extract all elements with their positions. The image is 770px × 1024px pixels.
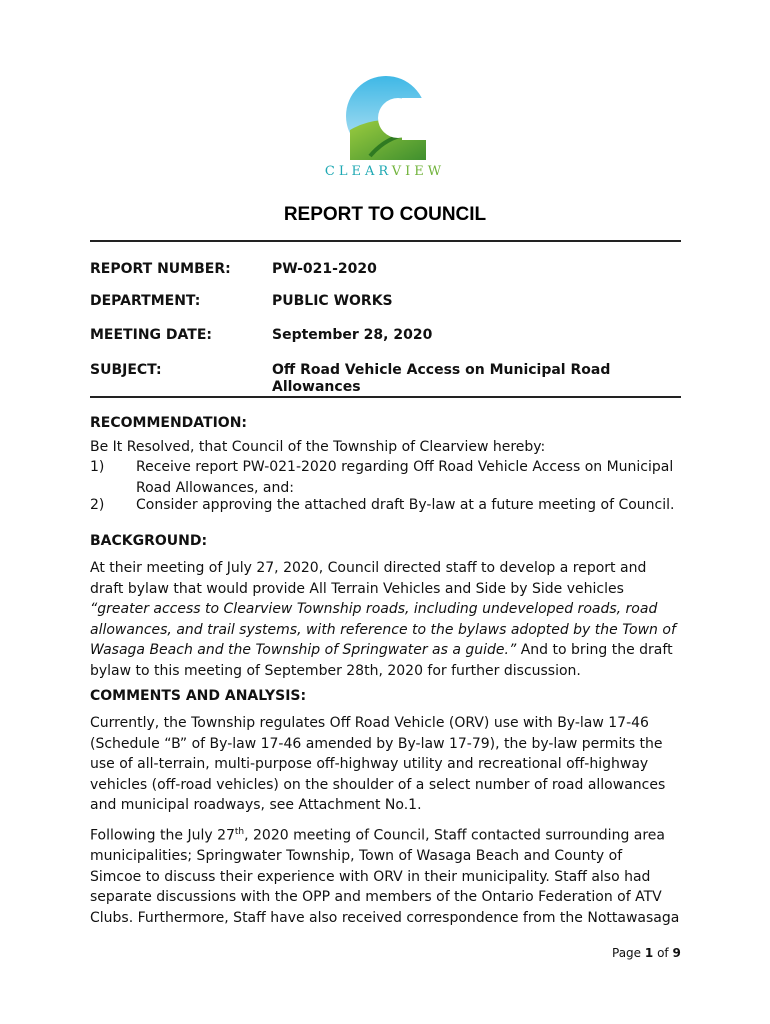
header-bottom-divider: [90, 396, 681, 398]
quote-line: “greater access to Clearview Township roads, including undeveloped roads, road: [90, 601, 658, 617]
background-heading: BACKGROUND:: [90, 533, 208, 549]
department-label: DEPARTMENT:: [90, 293, 201, 309]
of-word: of: [657, 946, 669, 960]
item-text: Consider approving the attached draft By-law at a future meeting of Council.: [136, 497, 675, 513]
text-line: separate discussions with the OPP and members of the Ontario Federation of ATV: [90, 889, 662, 906]
meeting-date-label: MEETING DATE:: [90, 327, 212, 343]
brand-wordmark: [0, 164, 770, 179]
subject-label: SUBJECT:: [90, 362, 162, 378]
text-line: municipalities; Springwater Township, Town of Wasaga Beach and County of: [90, 848, 623, 865]
background-paragraph: [90, 558, 685, 681]
recommendation-heading: RECOMMENDATION:: [90, 415, 248, 431]
comments-heading: COMMENTS AND ANALYSIS:: [90, 688, 307, 704]
text-line: vehicles (off-road vehicles) on the shoulder of a select number of road allowances: [90, 776, 666, 793]
text-line: draft bylaw that would provide All Terrain Vehicles and Side by Side vehicles: [90, 580, 624, 597]
text-line: And to bring the draft: [516, 642, 673, 658]
quote-line: Wasaga Beach and the Township of Springwater as a guide.”: [90, 642, 517, 658]
item-number: 1): [90, 459, 105, 475]
text-line: Currently, the Township regulates Off Road Vehicle (ORV) use with By-law 17-46: [90, 715, 649, 731]
clearview-logo: [340, 68, 440, 168]
subject-line-1: Off Road Vehicle Access on Municipal Road: [272, 362, 611, 378]
text-line: Clubs. Furthermore, Staff have also received correspondence from the Nottawasaga: [90, 909, 680, 926]
text-line: At their meeting of July 27, 2020, Council directed staff to develop a report and: [90, 560, 647, 576]
page-title: REPORT TO COUNCIL: [283, 204, 487, 225]
page-total: 9: [672, 946, 681, 960]
department-value: PUBLIC WORKS: [272, 293, 393, 309]
brand-part-a: CLEAR: [324, 164, 392, 179]
item-text-line: Receive report PW-021-2020 regarding Off Road Vehicle Access on Municipal: [136, 459, 674, 475]
top-divider: [90, 240, 681, 242]
brand-part-b: VIEW: [391, 164, 446, 179]
comments-paragraph-1: [90, 713, 685, 816]
report-number-label: REPORT NUMBER:: [90, 261, 231, 277]
item-text-line: Road Allowances, and:: [136, 479, 294, 496]
meeting-date-value: September 28, 2020: [272, 327, 433, 343]
text-line: , 2020 meeting of Council, Staff contacted surrounding area: [244, 827, 665, 844]
item-text: [136, 457, 684, 498]
comments-paragraph-2: [90, 822, 685, 928]
report-number-value: PW-021-2020: [272, 261, 377, 277]
text-line: (Schedule “B” of By-law 17-46 amended by By-law 17-79), the by-law permits the: [90, 735, 663, 752]
text-line: bylaw to this meeting of September 28th, 2020 for further discussion.: [90, 662, 581, 679]
text-line: Simcoe to discuss their experience with ORV in their municipality. Staff also had: [90, 868, 651, 885]
text-line: and municipal roadways, see Attachment No.1.: [90, 797, 422, 813]
subject-line-2: Allowances: [272, 379, 361, 395]
page-word: Page: [612, 946, 642, 960]
subject-value: [272, 362, 672, 396]
recommendation-intro: Be It Resolved, that Council of the Township of Clearview hereby:: [90, 439, 546, 455]
text-line: use of all-terrain, multi-purpose off-highway utility and recreational off-highway: [90, 756, 649, 772]
text-line: Following the July 27: [90, 827, 235, 844]
quote-line: allowances, and trail systems, with reference to the bylaws adopted by the Town of: [90, 621, 676, 638]
page-number: [612, 946, 681, 960]
item-number: 2): [90, 497, 105, 513]
superscript: th: [234, 827, 245, 837]
page-current: 1: [644, 946, 654, 960]
